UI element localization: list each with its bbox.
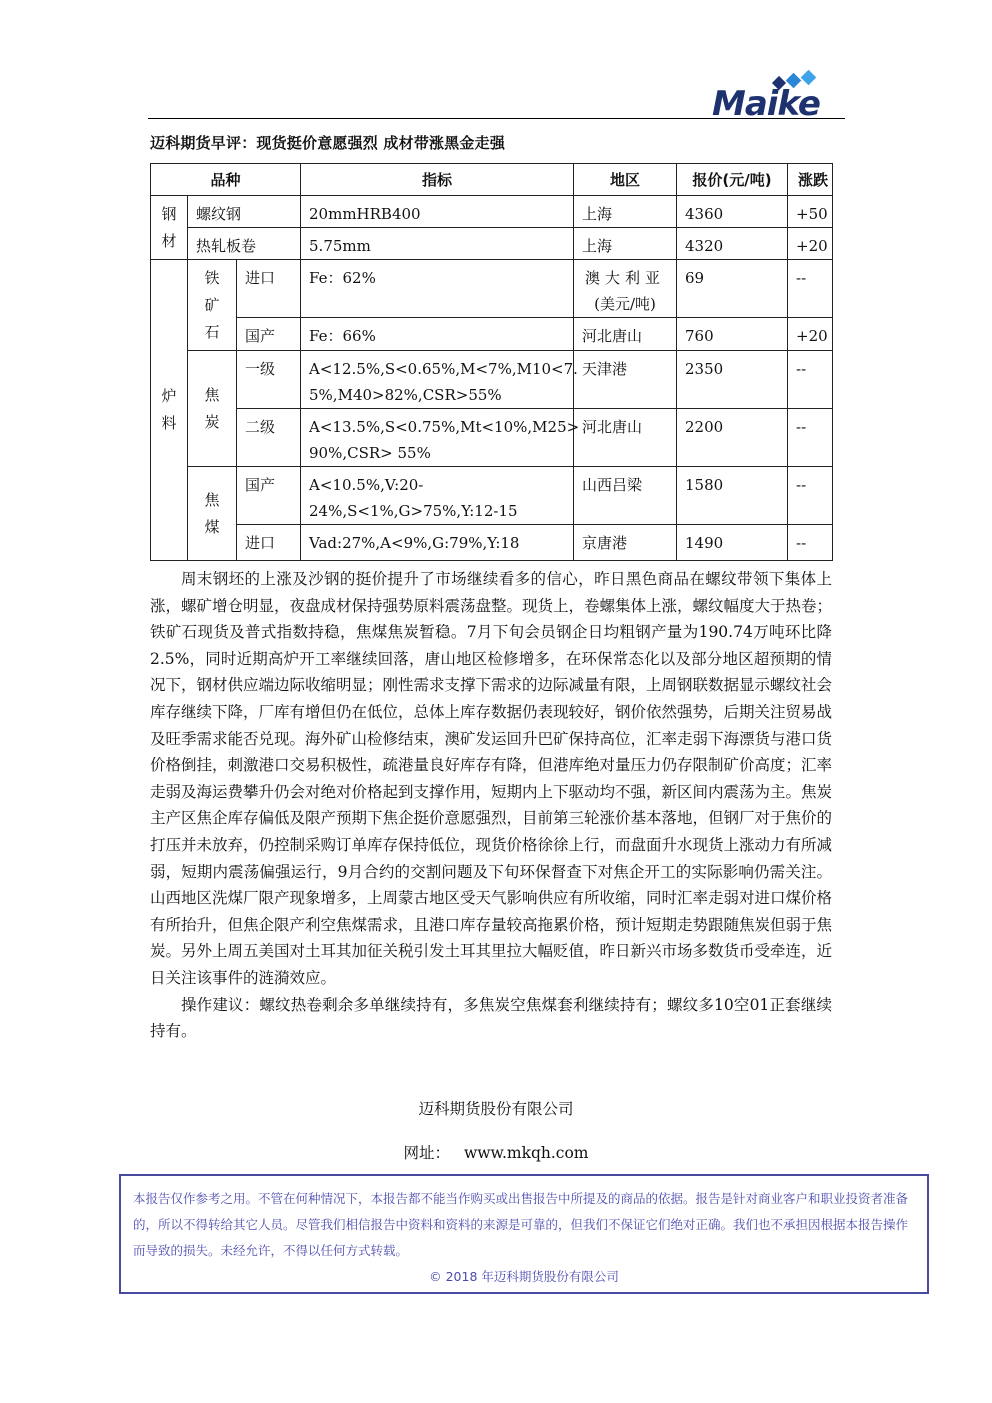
product-region: 京唐港 [574,525,677,561]
sub-type: 进口 [237,525,301,561]
label-char: 焦 [204,490,220,509]
disclaimer-box [119,1174,929,1294]
label-char: 石 [204,323,220,341]
table-row [151,467,833,525]
label-char: 焦 [204,385,220,404]
spec-line: 90%,CSR> 55% [309,444,431,462]
spec-line: A<13.5%,S<0.75%,Mt<10%,M25> [309,418,580,436]
table-header-row [151,164,833,196]
product-spec [301,409,580,467]
product-price: 1490 [677,525,788,561]
spec-line: A<10.5%,V:20- [309,476,424,494]
table-row [151,318,833,351]
logo-text: Maike [712,84,820,124]
product-spec: Vad:27%,A<9%,G:79%,Y:18 [301,525,574,561]
label-char: 煤 [204,517,220,536]
product-change: +20 [788,228,833,260]
product-price: 760 [677,318,788,351]
coke-label [188,351,237,467]
product-region: 河北唐山 [574,318,677,351]
product-name: 热轧板卷 [188,228,301,260]
company-name: 迈科期货股份有限公司 [418,1100,574,1118]
header-variety: 品种 [151,164,301,196]
table-row [151,260,833,318]
sub-type: 一级 [237,351,301,409]
product-spec: Fe：62% [301,260,574,318]
product-change: +20 [788,318,833,351]
product-price: 2200 [677,409,788,467]
sub-type: 国产 [237,467,301,525]
table-row [151,228,833,260]
report-body [150,566,832,1045]
header-price: 报价(元/吨) [677,164,788,196]
category-steel [151,196,188,260]
header-indicator: 指标 [301,164,574,196]
label-char: 炭 [204,412,220,431]
coking-coal-label [188,467,237,561]
spec-line: A<12.5%,S<0.65%,M<7%,M10<7. [309,360,578,378]
product-price: 69 [677,260,788,318]
product-spec: 20mmHRB400 [301,196,574,228]
report-title: 迈科期货早评：现货挺价意愿强烈 成材带涨黑金走强 [150,134,506,152]
product-region: 山西吕梁 [574,467,677,525]
product-change: -- [788,467,833,525]
trading-advice: 操作建议：螺纹热卷剩余多单继续持有，多焦炭空焦煤套利继续持有；螺纹多10空01正套继续持有。 [150,995,832,1041]
product-region: 上海 [574,196,677,228]
header-region: 地区 [574,164,677,196]
label-char: 矿 [204,296,220,314]
header-change: 涨跌 [788,164,833,196]
product-spec: 5.75mm [301,228,574,260]
product-price: 4360 [677,196,788,228]
sub-type: 进口 [237,260,301,318]
maike-logo [712,70,847,122]
product-spec [301,467,574,525]
sub-type: 二级 [237,409,301,467]
disclaimer-text: 本报告仅作参考之用。不管在何种情况下，本报告都不能当作购买或出售报告中所提及的商品的依据。报告是针对商业客户和职业投资者准备的，所以不得转给其它人员。尽管我们相信报告中资料和资料的来源是可靠的，但我们不保证它们绝对正确。我们也不承担因根据本报告操作而导致的损失。未经允许，不得以任何方式转载。 [133,1191,909,1258]
product-region: 天津港 [574,351,677,409]
category-char: 材 [161,231,177,250]
website-line [0,1141,992,1163]
product-price: 2350 [677,351,788,409]
product-region: 上海 [574,228,677,260]
product-change: +50 [788,196,833,228]
spec-line: 5%,M40>82%,CSR>55% [309,386,502,404]
sub-type: 国产 [237,318,301,351]
product-change: -- [788,525,833,561]
product-region [574,260,677,318]
product-change: -- [788,409,833,467]
product-spec: Fe：66% [301,318,574,351]
region-unit: (美元/吨) [594,295,656,313]
product-name: 螺纹钢 [188,196,301,228]
table-row [151,409,833,467]
website-link[interactable]: www.mkqh.com [463,1144,589,1162]
category-char: 料 [161,414,177,432]
table-row [151,525,833,561]
category-char: 钢 [161,204,177,223]
market-commentary: 周末钢坯的上涨及沙钢的挺价提升了市场继续看多的信心，昨日黑色商品在螺纹带领下集体上涨，螺矿增仓明显，夜盘成材保持强势原料震荡盘整。现货上，卷螺集体上涨，螺纹幅度大于热卷；铁矿石现货及普式指数持稳，焦煤焦炭暂稳。7月下旬会员钢企日均粗钢产量为190.74万吨环比降2.5%，同时近期高炉开工率继续回落，唐山地区检修增多，在环保常态化以及部分地区超预期的情况下，钢材供应端边际收缩明显；刚性需求支撑下需求的边际减量有限，上周钢联数据显示螺纹社会库存继续下降，厂库有增但仍在低位，总体上库存数据仍表现较好，钢价依然强势，后期关注贸易战及旺季需求能否兑现。海外矿山检修结束，澳矿发运回升巴矿保持高位，汇率走弱下海漂货与港口货价格倒挂，刺激港口交易积极性，疏港量良好库存有降，但港库绝对量压力仍存限制矿价高度；汇率走弱及海运费攀升仍会对绝对价格起到支撑作用，短期内上下驱动均不强，新区间内震荡为主。焦炭主产区焦企库存偏低及限产预期下焦企挺价意愿强烈，目前第三轮涨价基本落地，但钢厂对于焦价的打压并未放弃，仍控制采购订单库存保持低位，现货价格徐徐上行，而盘面升水现货上涨动力有所减弱，短期内震荡偏强运行，9月合约的交割问题及下旬环保督查下对焦企开工的实际影响仍需关注。山西地区洗煤厂限产现象增多，上周蒙古地区受天气影响供应有所收缩，同时汇率走弱对进口煤价格有所抬升，但焦企限产利空焦煤需求，且港口库存量较高拖累价格，预计短期走势跟随焦炭但弱于焦炭。另外上周五美国对土耳其加征关税引发土耳其里拉大幅贬值，昨日新兴市场多数货币受牵连，近日关注该事件的涟漪效应。 [150,570,833,987]
spec-line: 24%,S<1%,G>75%,Y:12-15 [309,502,518,520]
category-char: 炉 [161,387,177,405]
category-furnace [151,260,188,561]
label-char: 铁 [204,269,220,287]
product-region: 河北唐山 [574,409,677,467]
table-row [151,196,833,228]
copyright: © 2018 年迈科期货股份有限公司 [429,1269,619,1284]
table-row [151,351,833,409]
region-line: 澳大利亚 [585,269,666,287]
product-price: 4320 [677,228,788,260]
product-price: 1580 [677,467,788,525]
website-label: 网址： [403,1144,450,1162]
product-change: -- [788,351,833,409]
header-rule [148,118,845,119]
price-table [150,163,833,561]
product-spec [301,351,578,409]
iron-ore-label [188,260,237,351]
product-change: -- [788,260,833,318]
